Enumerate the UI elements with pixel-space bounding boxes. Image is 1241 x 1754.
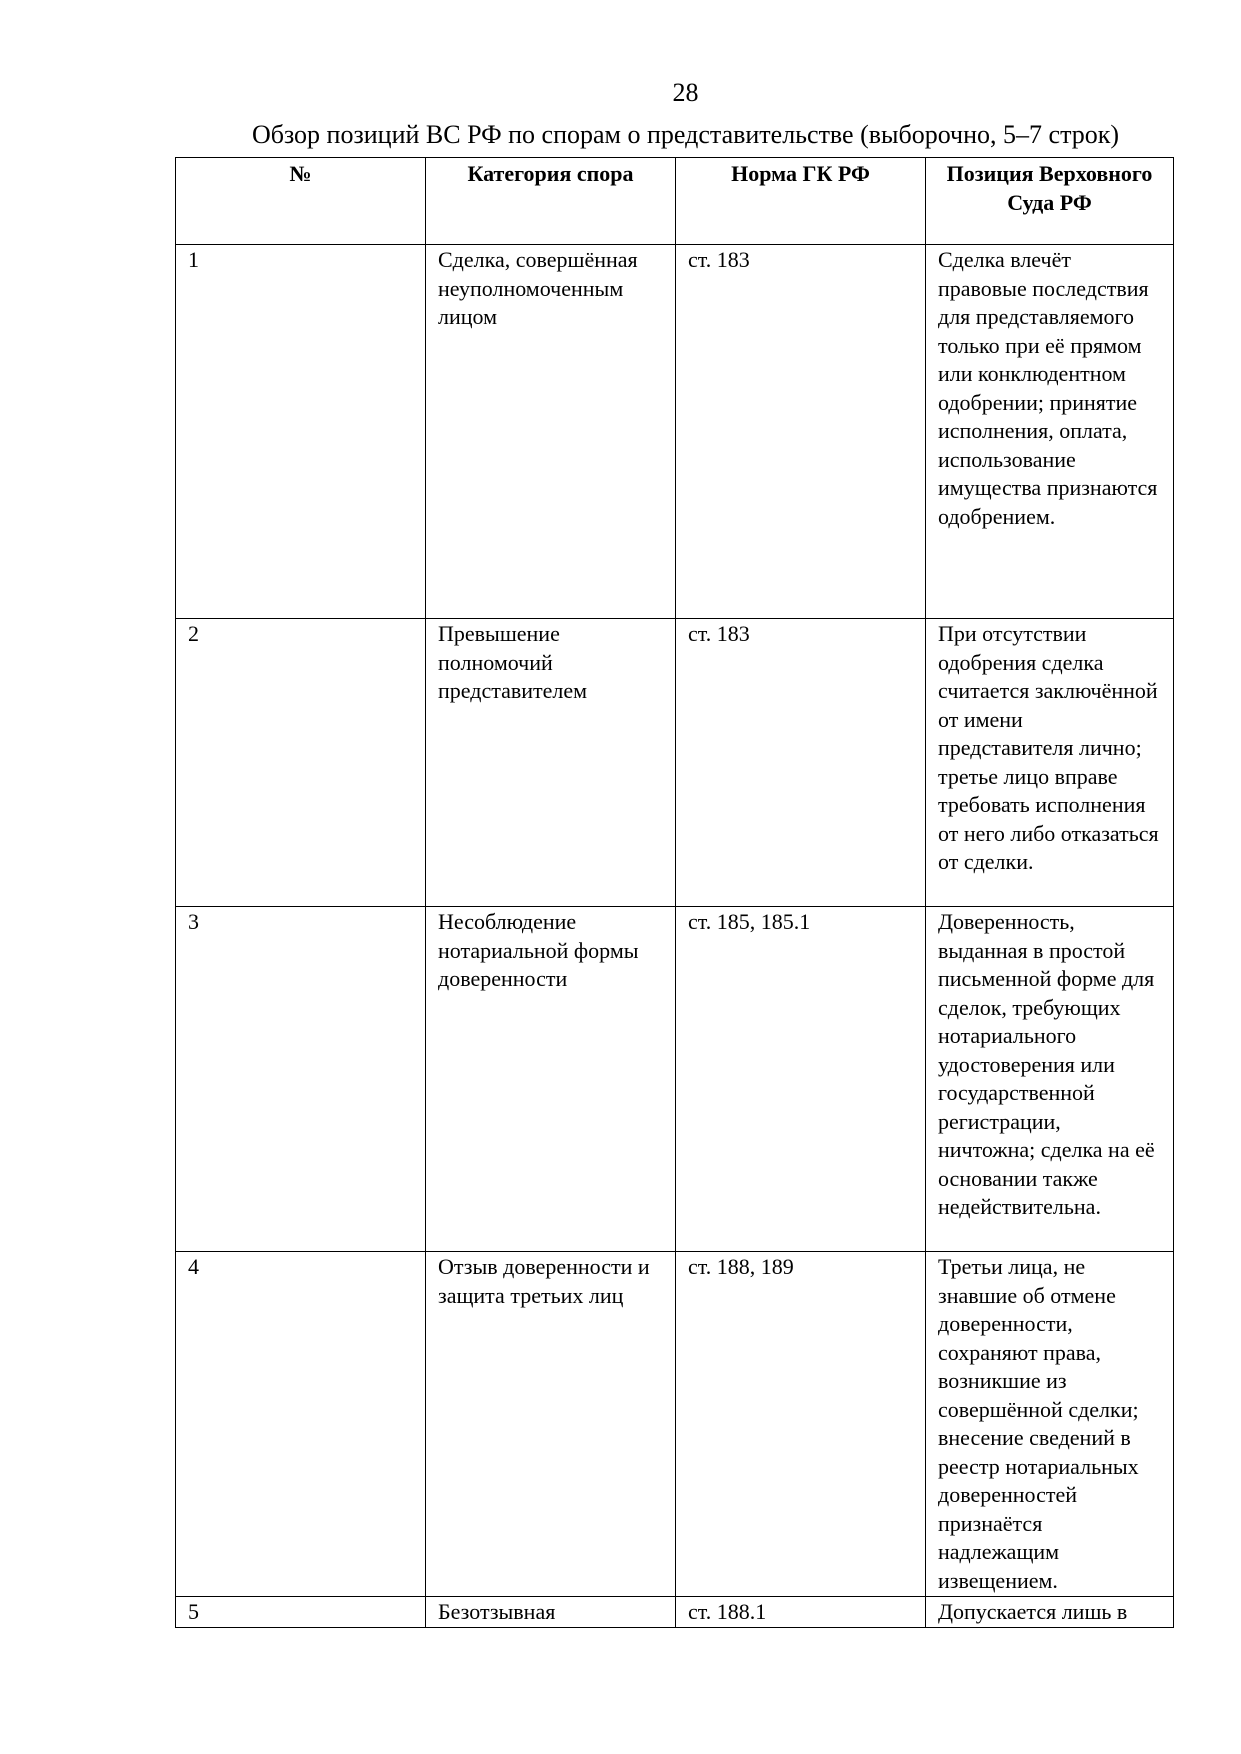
cell-num: 4 xyxy=(176,1252,426,1597)
table-row xyxy=(176,1252,1174,1597)
table-row xyxy=(176,1597,1174,1628)
cell-category: Несоблюдение нотариальной формы доверенности xyxy=(426,907,676,1252)
cell-norm: ст. 188, 189 xyxy=(676,1252,926,1597)
cell-position: Допускается лишь в xyxy=(926,1597,1174,1628)
header-num: № xyxy=(176,158,426,245)
cell-norm: ст. 188.1 xyxy=(676,1597,926,1628)
page-number: 28 xyxy=(672,78,699,107)
cell-position: Доверенность, выданная в простой письменной форме для сделок, требующих нотариального удостоверения или государственной регистрации, ничтожна; сделка на её основании также недействительна. xyxy=(926,907,1174,1252)
cell-category: Безотзывная xyxy=(426,1597,676,1628)
cell-category: Отзыв доверенности и защита третьих лиц xyxy=(426,1252,676,1597)
table-row xyxy=(176,907,1174,1252)
cell-num: 3 xyxy=(176,907,426,1252)
cell-num: 1 xyxy=(176,245,426,619)
header-position: Позиция Верховного Суда РФ xyxy=(926,158,1174,245)
table-row xyxy=(176,619,1174,907)
review-table xyxy=(175,157,1174,1628)
cell-category: Превышение полномочий представителем xyxy=(426,619,676,907)
cell-norm: ст. 185, 185.1 xyxy=(676,907,926,1252)
cell-norm: ст. 183 xyxy=(676,619,926,907)
cell-num: 5 xyxy=(176,1597,426,1628)
table-row xyxy=(176,245,1174,619)
cell-category: Сделка, совершённая неуполномоченным лицом xyxy=(426,245,676,619)
table-title: Обзор позиций ВС РФ по спорам о представительстве (выборочно, 5–7 строк) xyxy=(251,120,1120,149)
cell-num: 2 xyxy=(176,619,426,907)
header-category: Категория спора xyxy=(426,158,676,245)
table-header-row xyxy=(176,158,1174,245)
cell-position: При отсутствии одобрения сделка считается заключённой от имени представителя лично; третье лицо вправе требовать исполнения от него либо отказаться от сделки. xyxy=(926,619,1174,907)
cell-norm: ст. 183 xyxy=(676,245,926,619)
header-norm: Норма ГК РФ xyxy=(676,158,926,245)
cell-position: Сделка влечёт правовые последствия для представляемого только при её прямом или конклюдентном одобрении; принятие исполнения, оплата, использование имущества признаются одобрением. xyxy=(926,245,1174,619)
cell-position: Третьи лица, не знавшие об отмене доверенности, сохраняют права, возникшие из совершённой сделки; внесение сведений в реестр нотариальных доверенностей признаётся надлежащим извещением. xyxy=(926,1252,1174,1597)
